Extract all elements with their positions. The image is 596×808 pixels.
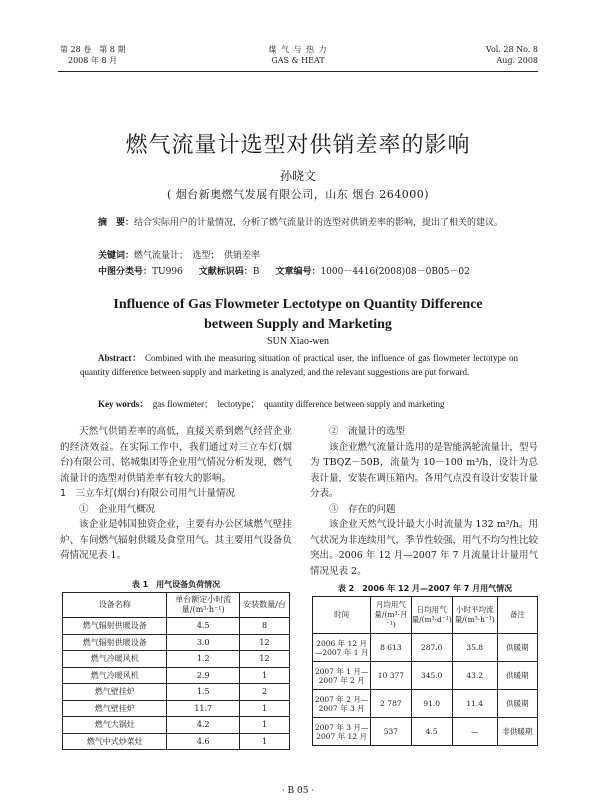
table-cell: 2 787 — [371, 690, 411, 718]
table-cell: 8 613 — [371, 634, 411, 662]
author-zh: 孙晓文 — [279, 169, 316, 183]
table-cell: 燃气辐射供暖设备 — [63, 634, 167, 651]
table-cell: 1.2 — [167, 651, 240, 668]
table-cell: 537 — [371, 718, 411, 746]
doc-code-value: B — [252, 267, 260, 277]
intro-paragraph: 天然气供销差率的高低，直接关系到燃气经营企业的经济效益。在实际工作中，我们通过对三立车灯(烟台)有限公司、铭城集团等企业用气情况分析发现，燃气流量计的选型对供销差率有较大的影响。 — [60, 426, 292, 484]
header-divider — [58, 71, 538, 72]
date-en: Aug. 2008 — [496, 56, 538, 65]
table-cell: 12 — [240, 634, 290, 651]
subsection-2-heading: ② 流量计的选型 — [329, 426, 406, 437]
table2-caption: 表 2 2006 年 12 月—2007 年 7 月用气情况 — [337, 584, 513, 593]
keywords-zh — [98, 249, 260, 264]
abstract-label: 摘 要： — [98, 218, 135, 228]
keywords-en-label: Key words： — [98, 399, 149, 409]
table-cell: 43.2 — [452, 662, 497, 690]
table2-header-cell: 月均用气量/(m³·月⁻¹) — [371, 597, 411, 634]
keywords-text: 燃气流量计； 选型； 供销差率 — [134, 251, 261, 261]
volume-issue-zh: 第 28 卷 第 8 期 — [60, 45, 126, 54]
date-zh: 2008 年 8 月 — [68, 56, 118, 65]
table-cell: 4.5 — [167, 618, 240, 635]
table-row — [63, 717, 290, 734]
table1-caption: 表 1 用气设备负荷情况 — [131, 580, 221, 589]
table-row — [63, 700, 290, 717]
body-right-column — [310, 424, 538, 579]
table-cell: 1.5 — [167, 684, 240, 701]
table-cell: 2007 年 1 月—2007 年 2 月 — [313, 662, 371, 690]
header-right — [486, 44, 538, 66]
table-row — [63, 651, 290, 668]
table-cell: 35.8 — [452, 634, 497, 662]
table-cell: 2007 年 3 月—2007 年 12 月 — [313, 718, 371, 746]
doc-code-label: 文献标识码： — [198, 267, 253, 277]
abstract-zh — [80, 216, 520, 231]
table-cell: 供暖期 — [497, 634, 537, 662]
table-cell: 3.0 — [167, 634, 240, 651]
title-en-line2: between Supply and Marketing — [204, 317, 392, 332]
table-cell: 燃气中式炒菜灶 — [63, 733, 167, 750]
keywords-label: 关键词： — [98, 251, 135, 261]
table-cell: 10 377 — [371, 662, 411, 690]
table2-header-row — [313, 597, 538, 634]
table-cell: 12 — [240, 651, 290, 668]
table-cell: 4.5 — [411, 718, 452, 746]
page-number: · B 05 · — [281, 786, 315, 796]
table-cell: 11.4 — [452, 690, 497, 718]
table-cell: 2 — [240, 684, 290, 701]
keywords-en-text: gas flowmeter； lectotype； quantity difference between supply and marketing — [152, 399, 445, 409]
table-cell: 2.9 — [167, 667, 240, 684]
table-cell: 燃气壁挂炉 — [63, 684, 167, 701]
table-row — [63, 684, 290, 701]
table-row — [313, 718, 538, 746]
classification-line — [98, 265, 470, 280]
table-cell: 燃气辐射供暖设备 — [63, 618, 167, 635]
abstract-text: 结合实际用户的计量情况，分析了燃气流量计的选型对供销差率的影响，提出了相关的建议。 — [134, 218, 504, 228]
volume-issue-en: Vol. 28 No. 8 — [485, 45, 538, 54]
table2 — [312, 596, 538, 746]
article-title-zh: 燃气流量计选型对供销差率的影响 — [125, 133, 471, 158]
table-cell: 4.2 — [167, 717, 240, 734]
journal-name-zh: 煤 气 与 热 力 — [268, 45, 328, 54]
table-cell: 燃气壁挂炉 — [63, 700, 167, 717]
keywords-en — [98, 397, 445, 410]
table-cell: 8 — [240, 618, 290, 635]
table-cell: 1 — [240, 667, 290, 684]
article-no-label: 文章编号： — [275, 267, 321, 277]
table-cell: 1 — [240, 717, 290, 734]
table-cell: 345.0 — [411, 662, 452, 690]
table-cell: 287.0 — [411, 634, 452, 662]
table-row — [63, 733, 290, 750]
paragraph-1: 该企业是韩国独资企业，主要有办公区域燃气壁挂炉、车间燃气辐射供暖及食堂用气。其主要用气设备负荷情况见表 1。 — [60, 519, 292, 561]
table1-header-cell: 单台额定小时流量/(m³·h⁻¹) — [167, 593, 240, 618]
table-cell: 2006 年 12 月—2007 年 1 月 — [313, 634, 371, 662]
table-cell: 2007 年 2 月—2007 年 3 月 — [313, 690, 371, 718]
subsection-1-heading: ① 企业用气概况 — [79, 503, 156, 515]
table-row — [63, 667, 290, 684]
table2-header-cell: 小时平均流量/(m³·h⁻¹) — [452, 597, 497, 634]
table-row — [63, 618, 290, 635]
table2-header-cell: 时间 — [313, 597, 371, 634]
abstract-en-text: Combined with the measuring situation of practical user, the influence of gas flowmeter lectotype on quantity difference between supply and marketing is analyzed, and the relevant suggestions are put forward. — [80, 353, 518, 377]
table-cell: 1 — [240, 700, 290, 717]
clc-value: TU996 — [152, 267, 183, 277]
table-cell: 4.6 — [167, 733, 240, 750]
subsection-3-heading: ③ 存在的问题 — [329, 503, 396, 515]
journal-name-en: GAS & HEAT — [271, 56, 325, 65]
table-cell: 燃气冷暖风机 — [63, 651, 167, 668]
table1-header-cell: 设备名称 — [63, 593, 167, 618]
table2-header-cell: 日均用气量/(m³·d⁻¹) — [411, 597, 452, 634]
author-en: SUN Xiao-wen — [267, 336, 329, 347]
abstract-en — [80, 351, 518, 379]
clc-label: 中图分类号： — [98, 267, 153, 277]
table-cell: 非供暖期 — [497, 718, 537, 746]
table-cell: 1 — [240, 733, 290, 750]
table1 — [62, 592, 290, 750]
affiliation-zh: ( 烟台新奥燃气发展有限公司，山东 烟台 264000) — [166, 188, 430, 201]
title-en-line1: Influence of Gas Flowmeter Lectotype on Quantity Difference — [113, 297, 483, 312]
table-cell: 燃气大锅灶 — [63, 717, 167, 734]
body-left-column — [60, 424, 292, 564]
article-no-value: 1000－4416(2008)08－0B05－02 — [320, 267, 470, 277]
table-cell: 燃气冷暖风机 — [63, 667, 167, 684]
table-cell: 供暖期 — [497, 662, 537, 690]
table-row — [63, 634, 290, 651]
table-cell: — — [452, 718, 497, 746]
abstract-en-label: Abstract： — [98, 353, 142, 363]
table-cell: 91.0 — [411, 690, 452, 718]
table-row — [313, 634, 538, 662]
paragraph-3: 该企业天然气设计最大小时流量为 132 m³/h。用气状况为非连续用气，季节性较强，用气不均匀性比较突出。2006 年 12 月—2007 年 7 月流量计计量用气情况见表 2。 — [310, 519, 539, 577]
table-cell: 11.7 — [167, 700, 240, 717]
table1-header-row — [63, 593, 290, 618]
paragraph-2: 该企业燃气流量计选用的是智能涡轮流量计，型号为 TBQZ－50B，流量为 10－100 m³/h，设计为总表计量，安装在调压箱内。各用气点没有设计安装计量分表。 — [310, 441, 539, 499]
table-row — [313, 662, 538, 690]
table2-header-cell: 备注 — [497, 597, 537, 634]
table-row — [313, 690, 538, 718]
table-cell: 供暖期 — [497, 690, 537, 718]
article-title-en — [0, 295, 596, 335]
table1-header-cell: 安装数量/台 — [240, 593, 290, 618]
section-1-heading: 1 三立车灯(烟台)有限公司用气计量情况 — [60, 488, 235, 499]
